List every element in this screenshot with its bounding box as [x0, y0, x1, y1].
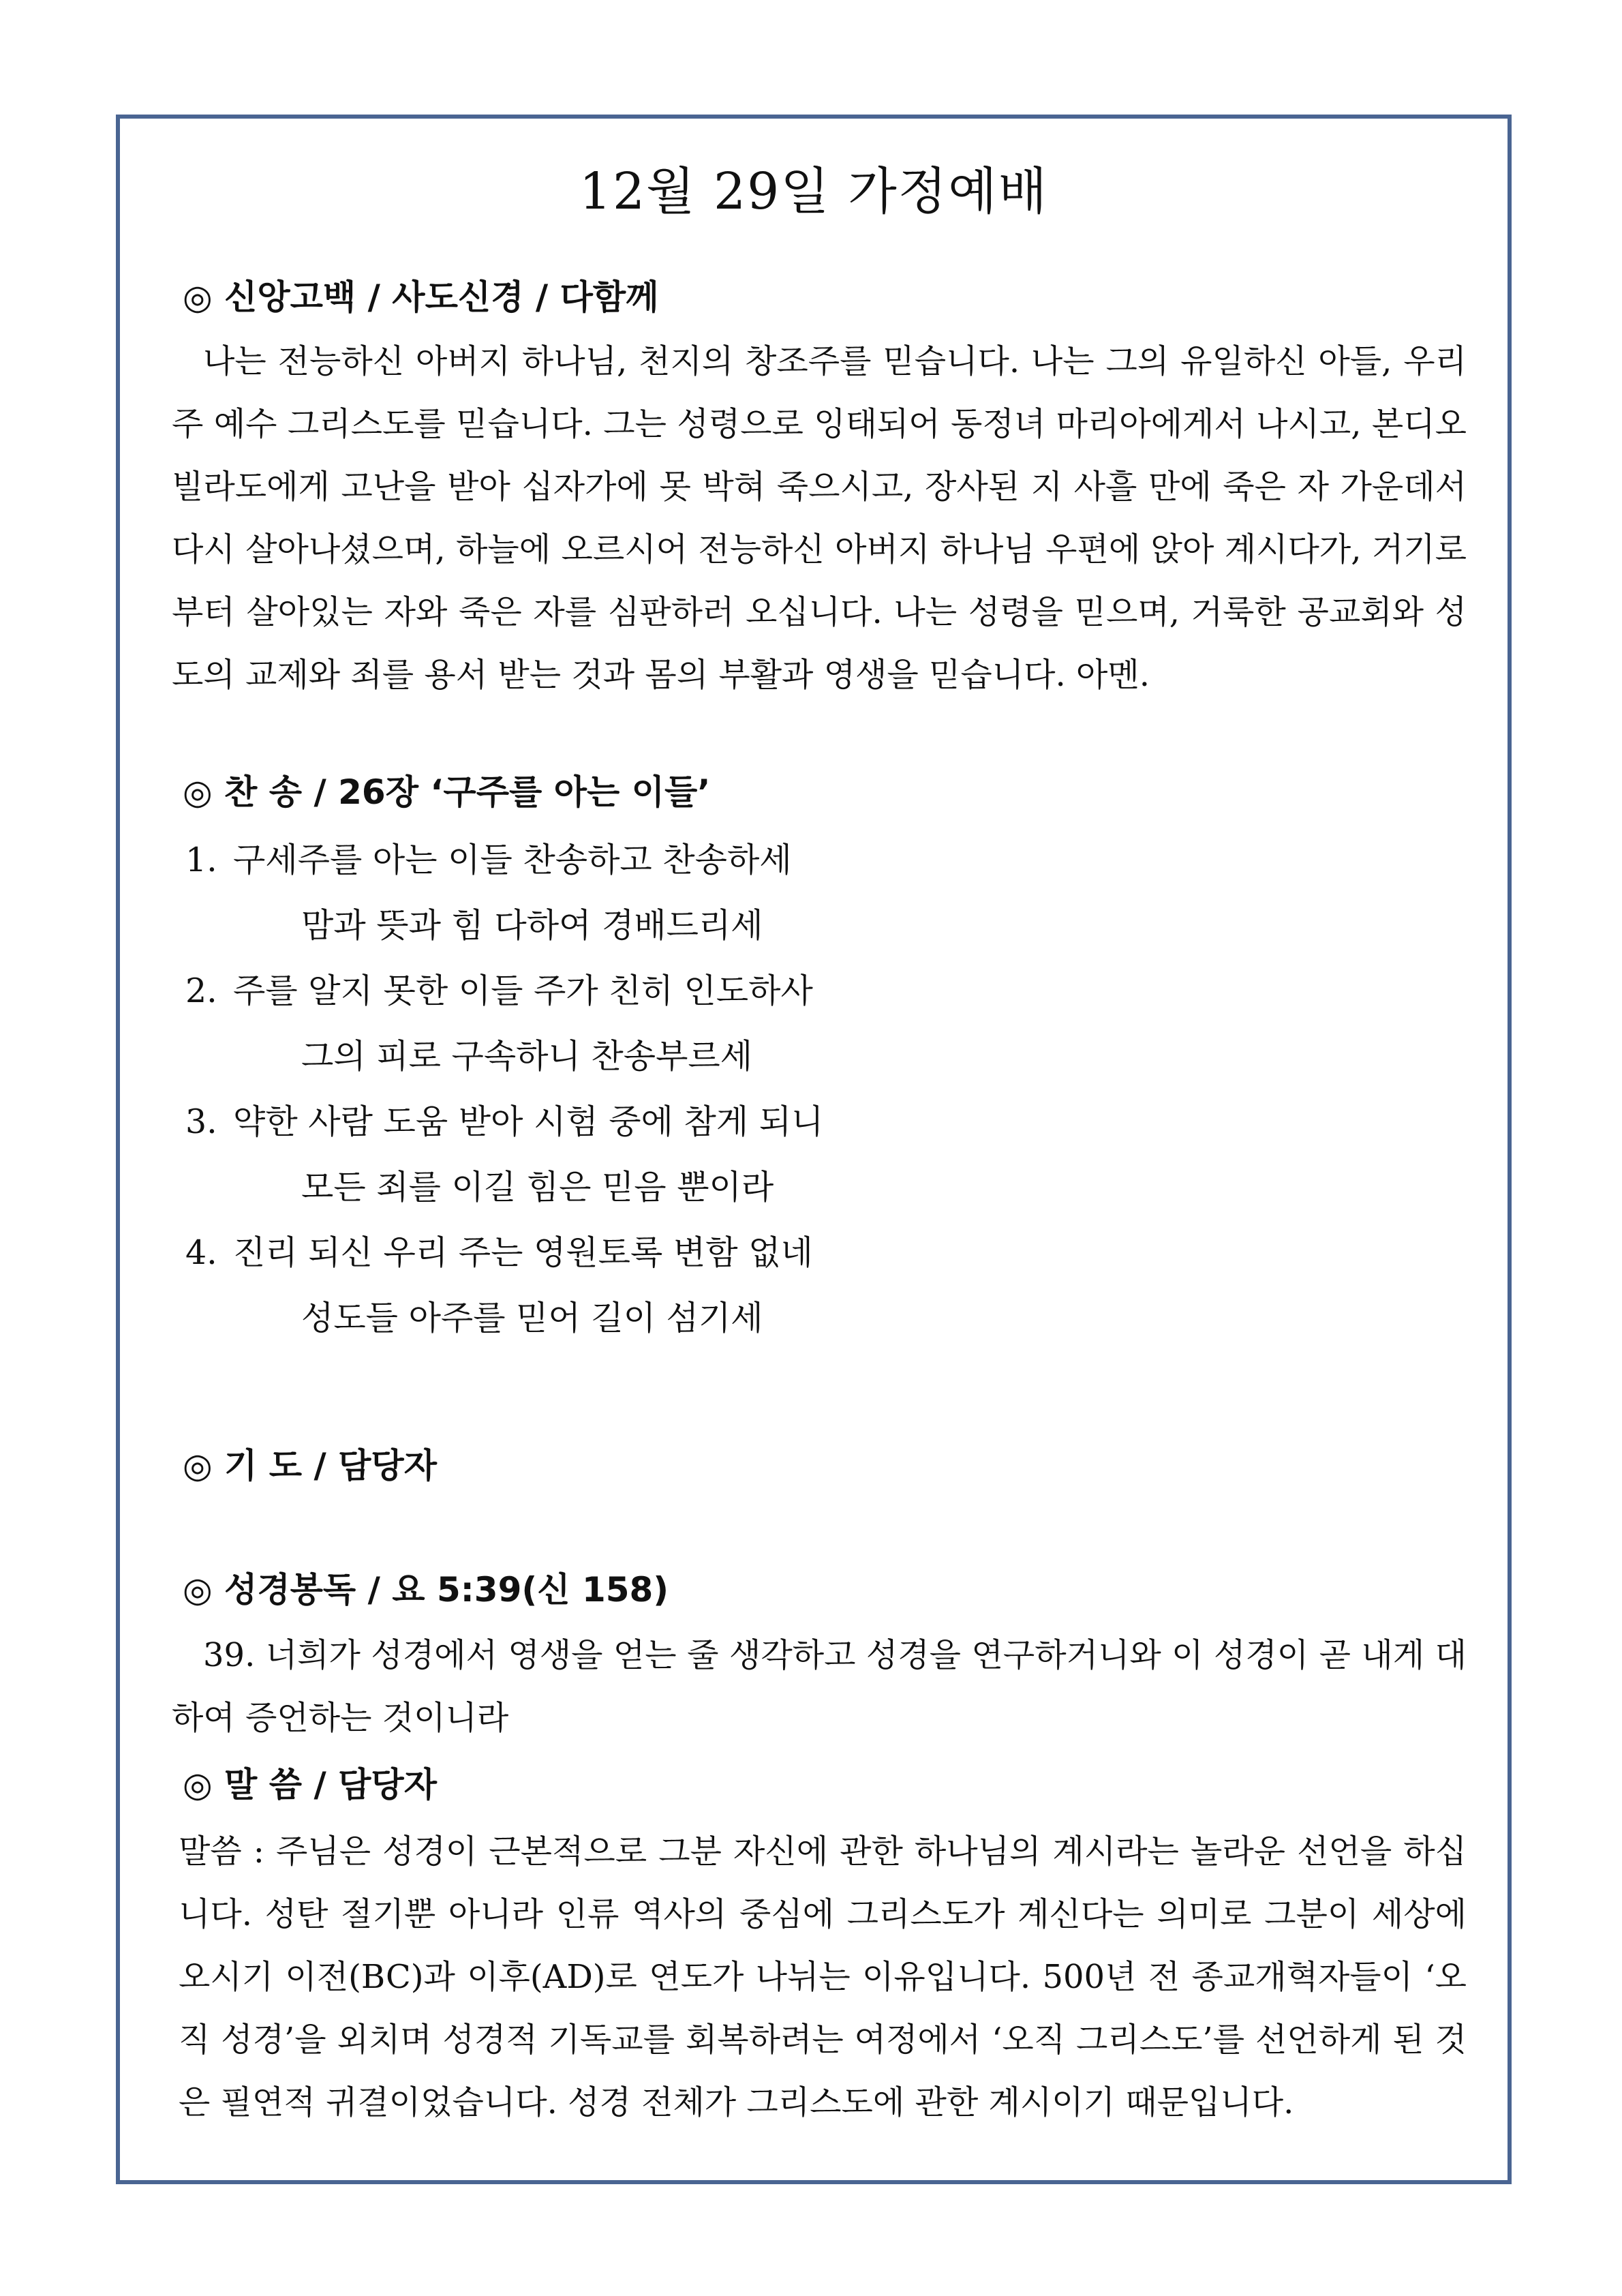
creed-heading: ◎ 신앙고백 / 사도신경 / 다함께 — [183, 277, 659, 317]
verse-number: 3. — [185, 1102, 217, 1141]
verse-line-2: 그의 피로 구속하니 찬송부르세 — [301, 1037, 753, 1076]
reading-text: 39. 너희가 성경에서 영생을 얻는 줄 생각하고 성경을 연구하거니와 이 성경이 곧 내게 대하여 증언하는 것이니라 — [172, 1636, 1467, 1737]
verse-line-2: 맘과 뜻과 힘 다하여 경배드리세 — [301, 906, 763, 945]
page-title: 12월 29일 가정예배 — [579, 162, 1049, 221]
sermon-heading: ◎ 말 씀 / 담당자 — [183, 1765, 438, 1804]
verse-number: 1. — [185, 841, 217, 879]
verse-number: 2. — [185, 971, 217, 1010]
verse-line-2: 모든 죄를 이길 힘은 믿음 뿐이라 — [301, 1168, 774, 1207]
prayer-heading: ◎ 기 도 / 담당자 — [183, 1446, 438, 1485]
reading-heading: ◎ 성경봉독 / 요 5:39(신 158) — [183, 1570, 669, 1610]
verse-line-2: 성도들 아주를 믿어 길이 섬기세 — [301, 1299, 763, 1338]
hymn-heading: ◎ 찬 송 / 26장 ‘구주를 아는 이들’ — [183, 772, 711, 812]
verse-line-1: 구세주를 아는 이들 찬송하고 찬송하세 — [233, 841, 792, 879]
verse-line-1: 약한 사람 도움 받아 시험 중에 참게 되니 — [233, 1102, 824, 1141]
verse-line-1: 주를 알지 못한 이들 주가 친히 인도하사 — [233, 971, 813, 1010]
sermon-text: 말씀 : 주님은 성경이 근본적으로 그분 자신에 관한 하나님의 계시라는 놀라운 선언을 하십니다. 성탄 절기뿐 아니라 인류 역사의 중심에 그리스도가 계신다는 의미로 그분이 세상에 오시기 이전(BC)과 이후(AD)로 연도가 나뉘는 이유입니다. 500년 전 종교개혁자들이 ‘오직 성경’을 외치며 성경적 기독교를 회복하려는 여정에서 ‘오직 그리스도’를 선언하게 된 것은 필연적 귀결이었습니다. 성경 전체가 그리스도에 관한 계시이기 때문입니다. — [179, 1832, 1467, 2121]
verse-number: 4. — [185, 1233, 217, 1272]
creed-text: 나는 전능하신 아버지 하나님, 천지의 창조주를 믿습니다. 나는 그의 유일하신 아들, 우리 주 예수 그리스도를 믿습니다. 그는 성령으로 잉태되어 동정녀 마리아에게서 나시고, 본디오 빌라도에게 고난을 받아 십자가에 못 박혀 죽으시고, 장사된 지 사흘 만에 죽은 자 가운데서 다시 살아나셨으며, 하늘에 오르시어 전능하신 아버지 하나님 우편에 앉아 계시다가, 거기로부터 살아있는 자와 죽은 자를 심판하러 오십니다. 나는 성령을 믿으며, 거룩한 공교회와 성도의 교제와 죄를 용서 받는 것과 몸의 부활과 영생을 믿습니다. 아멘. — [172, 342, 1467, 694]
verse-line-1: 진리 되신 우리 주는 영원토록 변함 없네 — [233, 1233, 813, 1272]
page-frame — [116, 115, 1512, 2184]
